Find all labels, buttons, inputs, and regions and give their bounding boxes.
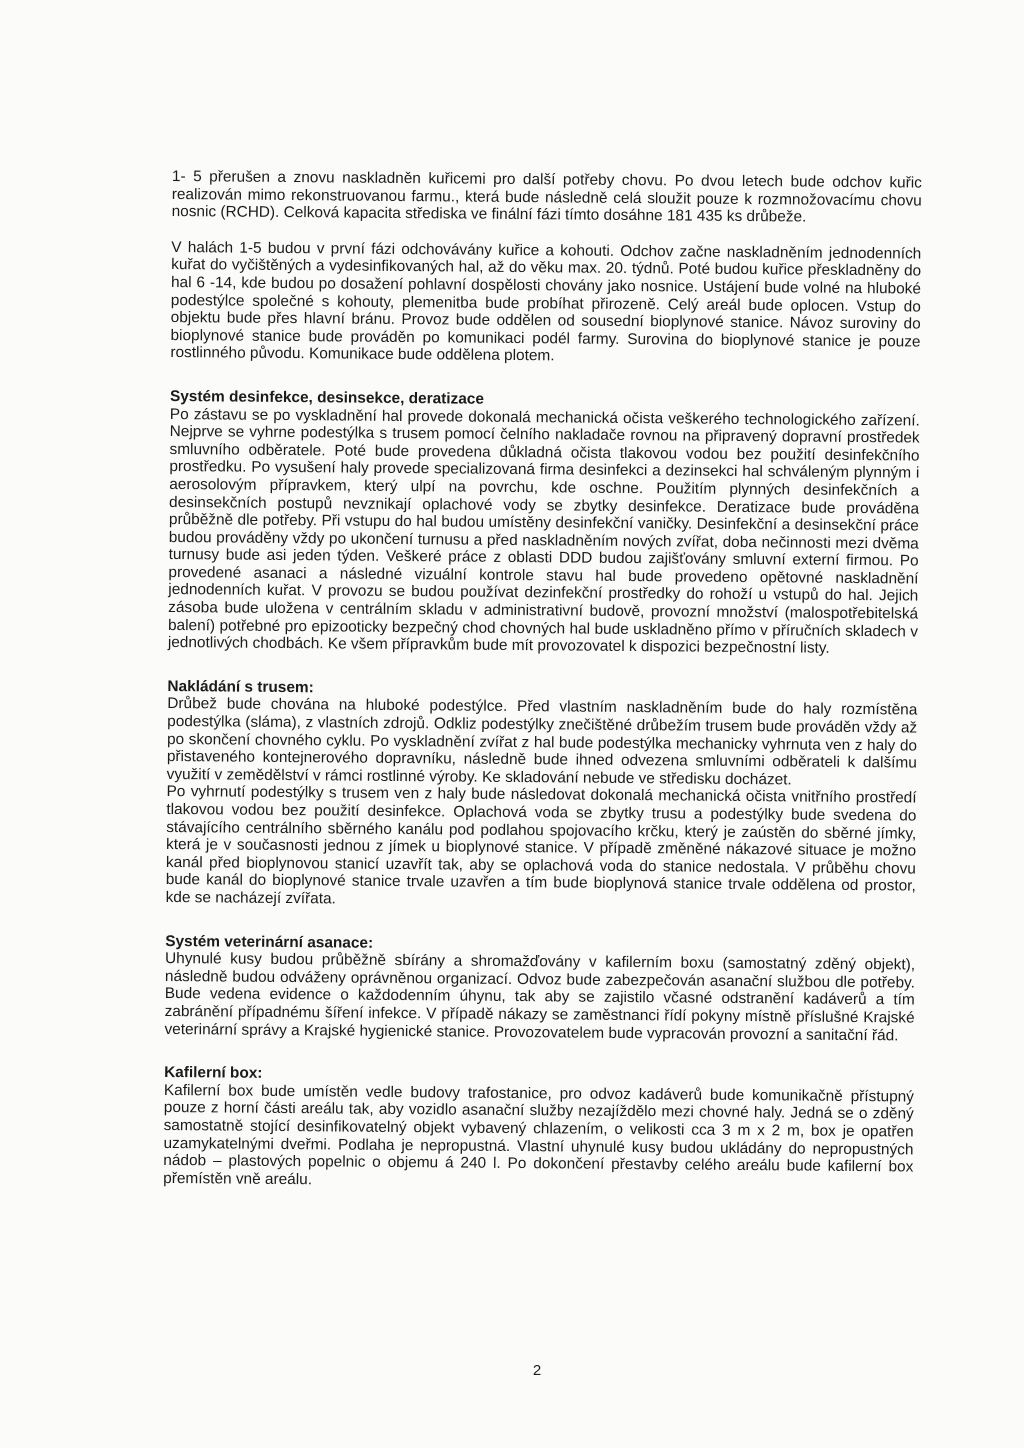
section-manure-handling [166,678,918,913]
section-paragraph: Kafilerní box bude umístěn vedle budovy trafostanice, pro odvoz kadáverů bude komunikačně přístupný pouze z horní části areálu tak, aby vozidlo asanační služby nezajíždělo mezi chovné haly. Jedná se o zděný samostatně stojící desinfikovatelný objekt vybavený chlazením, o velikosti cca 3 m x 2 m, box je opatřen uzamykatelnými dveřmi. Podlaha je nepropustná. Vlastní uhynulé kusy budou ukládány do nepropustných nádob – plastových popelnic o objemu á 240 l. Po dokončení přestavby celého areálu bude kafilerní box přemístěn vně areálu. [163,1081,914,1188]
section-heading: Systém veterinární asanace: [165,932,374,952]
section-paragraph: Drůbež bude chována na hluboké podestýlce. Před vlastním naskladněním bude do haly rozmístěna podestýlka (sláma), z vlastních zdrojů. Odkliz podestýlky znečištěné drůbežím trusem bude prováděn vždy až po skončení chovného cyklu. Po vyskladnění zvířat z hal bude podestýlka mechanicky vyhrnuta ven z haly do přistaveného kontejnerového dopravníku, následně bude ihned odvezena smluvními odběrateli k dalšímu využití v zemědělství v rámci rostlinné výroby. Ke skladování nebude ve středisku docházet. [166,695,918,789]
section-heading: Kafilerní box: [164,1064,263,1082]
section-paragraph: Uhynulé kusy budou průběžně sbírány a shromažďovány v kafilerním boxu (samostatný zděný objekt), následně budou odváženy oprávněnou organizací. Odvoz bude zabezpečován asanační službou dle potřeby. Bude vedena evidence o každodenním úhynu, tak aby se zajistilo včasné odstranění kadáverů a tím zabránění případnému šíření infekce. V případě nákazy se zaměstnanci řídí pokyny místně příslušné Krajské veterinární správy a Krajské hygienické stanice. Provozovatelem bude vypracován provozní a sanitační řád. [164,950,916,1044]
section-veterinary-sanitation [164,933,915,1045]
intro-paragraph-2: V halách 1-5 budou v první fázi odchovávány kuřice a kohouti. Odchov začne naskladněním jednodenních kuřat do vyčištěných a vydesinfikovaných hal, až do věku max. 20. týdnů. Poté budou kuřice přeskladněny do hal 6 -14, kde budou po dosažení pohlavní dospělosti chovány jako nosnice. Ustájení bude volné na hluboké podestýlce společné s kohouty, plemenitba bude probíhat přirozeně. Celý areál bude oplocen. Vstup do objektu bude přes hlavní bránu. Provoz bude oddělen od sousední bioplynové stanice. Návoz suroviny do bioplynové stanice bude prováděn po komunikaci podél farmy. Surovina do bioplynové stanice je pouze rostlinného původu. Komunikace bude oddělena plotem. [170,238,922,365]
section-heading: Systém desinfekce, desinsekce, deratizace [169,387,485,408]
section-disinfection [168,388,920,658]
section-carcass-box [163,1064,914,1194]
document-body [163,168,922,1194]
section-paragraph: Po zástavu se po vyskladnění hal provede dokonalá mechanická očista veškerého technologického zařízení. Nejprve se vyhrne podestýlka s trusem pomocí čelního nakladače rovnou na připravený dopravní prostředek smluvního odběratele. Poté bude provedena důkladná očista tlakovou vodou bez použití desinfekčního prostředku. Po vysušení haly provede specializovaná firma desinfekci a dezinsekci hal schváleným plynným i aerosolovým přípravkem, který ulpí na povrchu, kde oschne. Použitím plynných desinfekčních a desinsekčních postupů nevznikají oplachové vody se zbytky desinfekce. Deratizace bude prováděna průběžně dle potřeby. Při vstupu do hal budou umístěny desinfekční vaničky. Desinfekční a desinsekční práce budou prováděny vždy po ukončení turnusu a před naskladněním nových zvířat, doba nečinnosti mezi dvěma turnusy bude asi jeden týden. Veškeré práce z oblasti DDD budou zajišťovány smluvní externí firmou. Po provedené asanaci a následné vizuální kontrole stavu hal bude provedeno opětovné naskladnění jednodenních kuřat. V provozu se budou používat dezinfekční prostředky do rohoží u vstupů do hal. Jejich zásoba bude uložena v centrálním skladu v administrativní budově, provozní množství (malospotřebitelská balení) potřebné pro epizooticky bezpečný chod chovných hal bude uskladněno přímo v příručních skladech v jednotlivých chodbách. Ke všem přípravkům bude mít provozovatel k dispozici bezpečnostní listy. [167,405,920,658]
section-heading: Nakládání s trusem: [167,677,314,697]
page-number: 2 [532,1362,542,1379]
intro-paragraph-1: 1- 5 přerušen a znovu naskladněn kuřicemi pro další potřeby chovu. Po dvou letech bude odchov kuřic realizován mimo rekonstruovanou farmu., která bude následně celá sloužit pouze k rozmnožovacímu chovu nosnic (RCHD). Celková kapacita střediska ve finální fázi tímto dosáhne 181 435 ks drůbeže. [171,168,922,226]
section-paragraph: Po vyhrnutí podestýlky s trusem ven z haly bude následovat dokonalá mechanická očista vnitřního prostředí tlakovou vodou bez použití desinfekce. Oplachová voda se zbytky trusu a podestýlky bude svedena do stávajícího centrálního sběrného kanálu pod podlahou spojovacího krčku, který je zaústěn do sběrné jímky, která je v současnosti jednou z jímek u bioplynové stanice. V případě změněné nákazové situace je možno kanál před bioplynovou stanicí uzavřít tak, aby se oplachová voda do stanice nedostala. V průběhu chovu bude kanál do bioplynové stanice trvale uzavřen a tím bude bioplynová stanice trvale oddělena od prostor, kde se nacházejí zvířata. [165,783,917,908]
